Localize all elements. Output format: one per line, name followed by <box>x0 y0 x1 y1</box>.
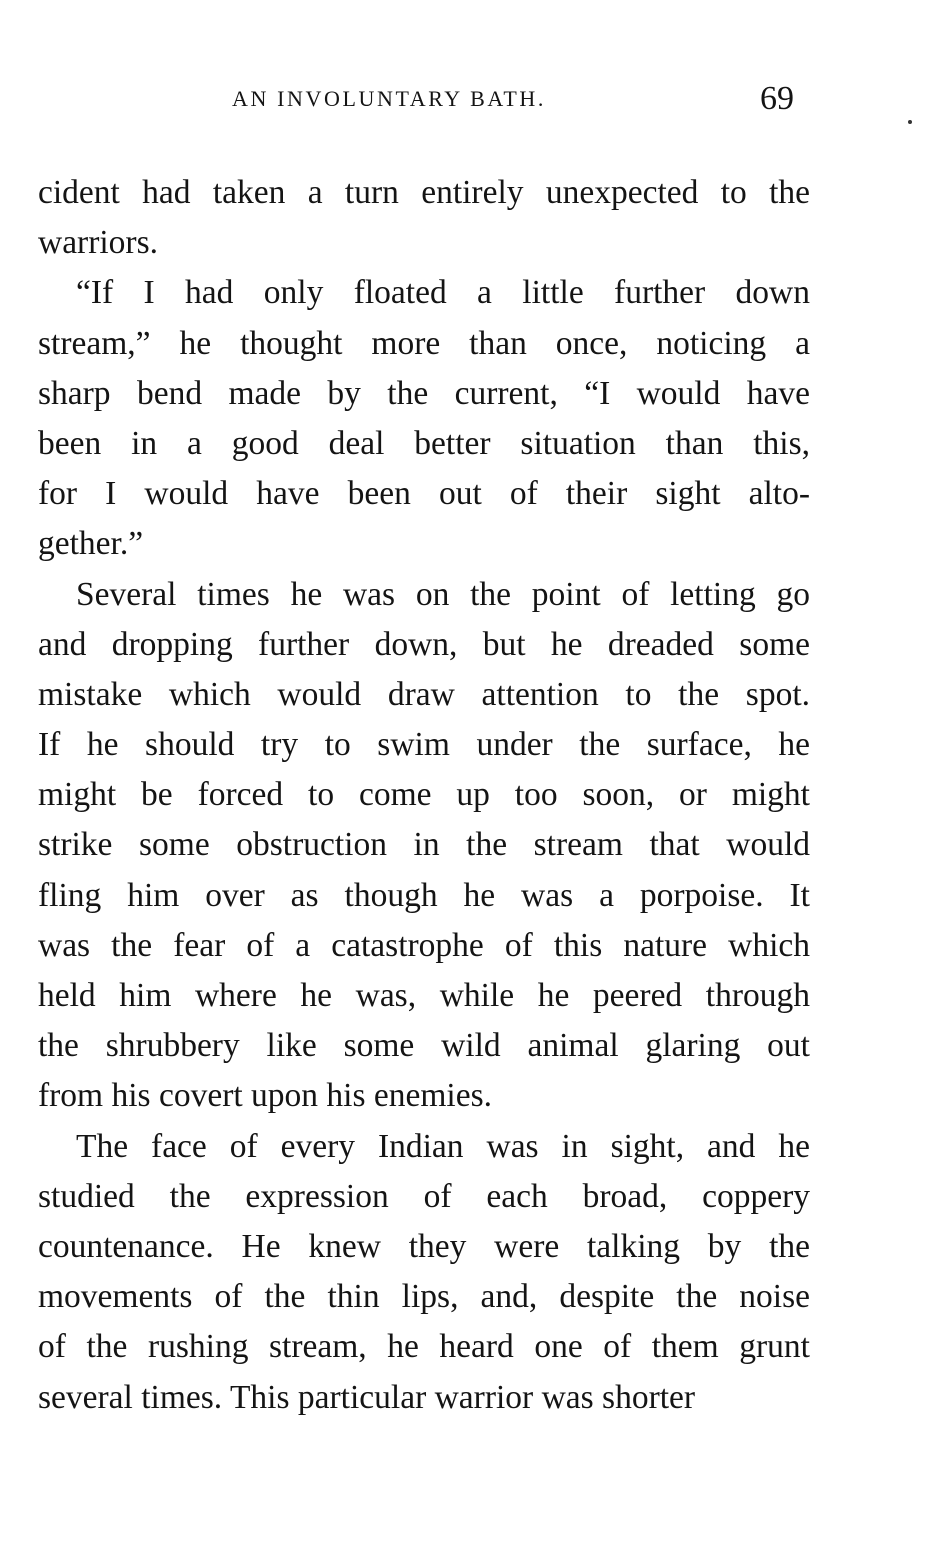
body-text <box>38 168 810 1423</box>
text-line: warriors. <box>38 224 158 262</box>
text-line: of the rushing stream, he heard one of them grunt <box>38 1328 810 1366</box>
text-line: for I w⁠ould have been out of their sight alto- <box>38 475 810 513</box>
text-line: gether.” <box>38 525 144 563</box>
text-line: been in a good deal better situation than this, <box>38 424 810 462</box>
text-line: strike some obstruction in the stream that would <box>38 826 810 864</box>
paragraph <box>38 168 810 268</box>
text-line: might be forced to come up too soon, or might <box>38 776 810 814</box>
text-line: stream,” he thought more than once, noticing a <box>38 324 810 362</box>
text-line: The face of every Indian was in sight, and he <box>76 1127 810 1165</box>
text-line: and dropping further down, but he dreaded some <box>38 625 810 663</box>
page-number: 69 <box>760 80 794 117</box>
paragraph <box>38 570 810 1122</box>
text-line: the shrubbery like some wild animal glaring out <box>38 1027 810 1065</box>
text-line: was the fear of a catastrophe of this nature which <box>38 926 810 964</box>
text-line: cident had taken a turn entirely unexpected to the <box>38 174 810 211</box>
text-line: countenance. He knew they were talking by the <box>38 1227 810 1265</box>
text-line: studied the expression of each broad, coppery <box>38 1177 810 1215</box>
text-line: held him where he was, while he peered through <box>38 977 810 1014</box>
text-line: from his covert upon his enemies. <box>38 1077 493 1115</box>
text-line: sharp bend made by the current, “I would have <box>38 374 810 412</box>
text-line: several times. This particular warrior was shorter <box>38 1378 696 1416</box>
paragraph <box>38 268 810 569</box>
running-head <box>0 80 945 120</box>
text-line: “If I had only floated a little further down <box>76 274 810 312</box>
running-title: AN INVOLUNTARY BATH. <box>232 86 547 111</box>
text-line: movements of the thin lips, and, despite the noise <box>38 1278 810 1316</box>
text-line: mistake which would draw attention to the spot. <box>38 675 810 713</box>
stray-ink-mark <box>908 120 912 124</box>
paragraph <box>38 1122 810 1423</box>
text-line: If he should try to swim under the surface, he <box>38 726 810 764</box>
text-line: fling him over as though he was a porpoise. It <box>38 876 810 914</box>
text-line: Several times he was on the point of letting go <box>76 575 810 613</box>
